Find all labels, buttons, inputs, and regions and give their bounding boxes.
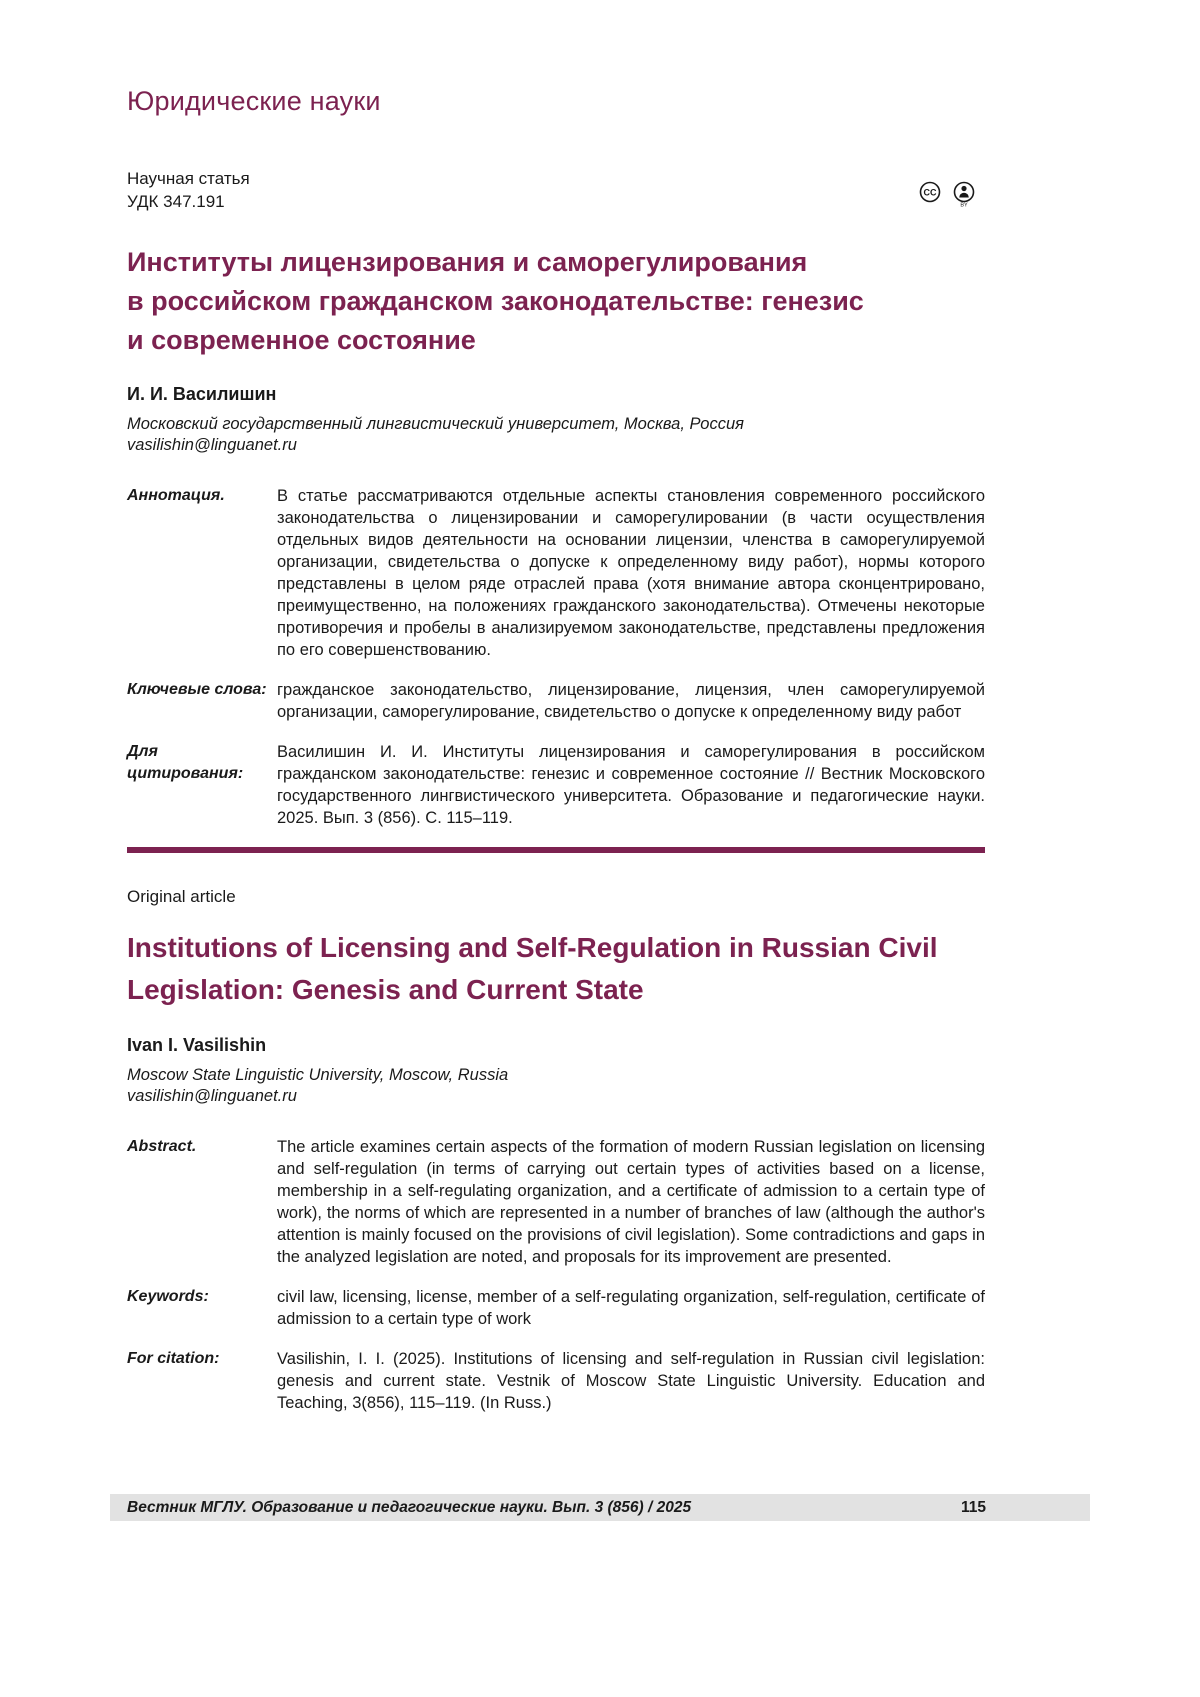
article-title-ru: Институты лицензирования и саморегулирования в российском гражданском законодательстве: генезис и современное состояние xyxy=(127,247,864,355)
article-meta-left xyxy=(127,167,250,213)
cc-by-license-badge[interactable] xyxy=(917,181,985,213)
keywords-label-ru: Ключевые слова: xyxy=(127,681,267,698)
author-email-en[interactable]: vasilishin@linguanet.ru xyxy=(127,1087,297,1105)
affiliation-ru: Московский государственный лингвистический университет, Москва, Россия xyxy=(127,415,744,433)
author-email-ru[interactable]: vasilishin@linguanet.ru xyxy=(127,436,297,454)
svg-text:CC: CC xyxy=(923,187,937,198)
article-type-ru: Научная статья xyxy=(127,169,250,188)
affiliation-en: Moscow State Linguistic University, Moscow, Russia xyxy=(127,1066,509,1084)
svg-text:BY: BY xyxy=(960,202,968,207)
citation-text-en: Vasilishin, I. I. (2025). Institutions of licensing and self-regulation in Russian civil legislation: genesis and current state. Vestnik of Moscow State Linguistic University. Education and Teaching, 3(856), 115–119. (In Russ.) xyxy=(277,1350,985,1412)
author-name-ru: И. И. Василишин xyxy=(127,384,277,404)
article-type-en: Original article xyxy=(127,887,236,906)
keywords-label-en: Keywords: xyxy=(127,1288,209,1305)
footer-page-number: 115 xyxy=(960,1498,986,1516)
footer-journal-info: Вестник МГЛУ. Образование и педагогические науки. Вып. 3 (856) / 2025 xyxy=(127,1498,692,1516)
article-meta-row xyxy=(127,167,985,213)
abstract-text-en: The article examines certain aspects of the formation of modern Russian legislation on licensing and self-regulation (in terms of carrying out certain types of activities based on a license, membership in a self-regulating organization, and a certificate of admission to a certain type of work), the norms of which are represented in a number of branches of law (although the author's attention is mainly focused on the provisions of civil legislation). Some contradictions and gaps in the analyzed legislation are noted, and proposals for its improvement are presented. xyxy=(277,1138,985,1266)
keywords-row-ru xyxy=(127,679,985,723)
article-title-en: Institutions of Licensing and Self-Regulation in Russian Civil Legislation: Genesis and Current State xyxy=(127,932,938,1005)
abstract-row-en xyxy=(127,1136,985,1268)
citation-label-ru: Для цитирования: xyxy=(127,743,244,782)
english-metadata-blocks xyxy=(127,1136,985,1414)
section-heading: Юридические науки xyxy=(127,86,381,116)
citation-row-en xyxy=(127,1348,985,1414)
keywords-row-en xyxy=(127,1286,985,1330)
cc-by-icon xyxy=(917,181,985,207)
russian-metadata-blocks xyxy=(127,485,985,829)
abstract-text-ru: В статье рассматриваются отдельные аспекты становления современного российского законодательства о лицензировании и саморегулировании (в части осуществления отдельных видов деятельности на основании лицензии, членства в саморегулируемой организации, свидетельства о допуске к определенному виду работ), нормы которого представлены в целом ряде отраслей права (хотя внимание автора сконцентрировано, преимущественно, на положениях гражданского законодательства). Отмечены некоторые противоречия и пробелы в анализируемом законодательстве, представлены предложения по его совершенствованию. xyxy=(277,487,985,659)
abstract-label-en: Abstract. xyxy=(127,1138,197,1155)
abstract-label-ru: Аннотация. xyxy=(127,487,225,504)
abstract-row-ru xyxy=(127,485,985,661)
keywords-text-en: civil law, licensing, license, member of a self-regulating organization, self-regulation, certificate of admission to a certain type of work xyxy=(277,1288,985,1328)
author-name-en: Ivan I. Vasilishin xyxy=(127,1035,267,1055)
citation-text-ru: Василишин И. И. Институты лицензирования и саморегулирования в российском гражданском законодательстве: генезис и современное состояние // Вестник Московского государственного лингвистического университета. Образование и педагогические науки. 2025. Вып. 3 (856). С. 115–119. xyxy=(277,743,985,827)
citation-label-en: For citation: xyxy=(127,1350,220,1367)
footer-bar xyxy=(110,1494,1090,1521)
keywords-text-ru: гражданское законодательство, лицензирование, лицензия, член саморегулируемой организации, саморегулирование, свидетельство о допуске к определенному виду работ xyxy=(277,681,985,721)
section-divider-rule xyxy=(127,847,985,853)
citation-row-ru xyxy=(127,741,985,829)
udc-number: УДК 347.191 xyxy=(127,192,225,211)
